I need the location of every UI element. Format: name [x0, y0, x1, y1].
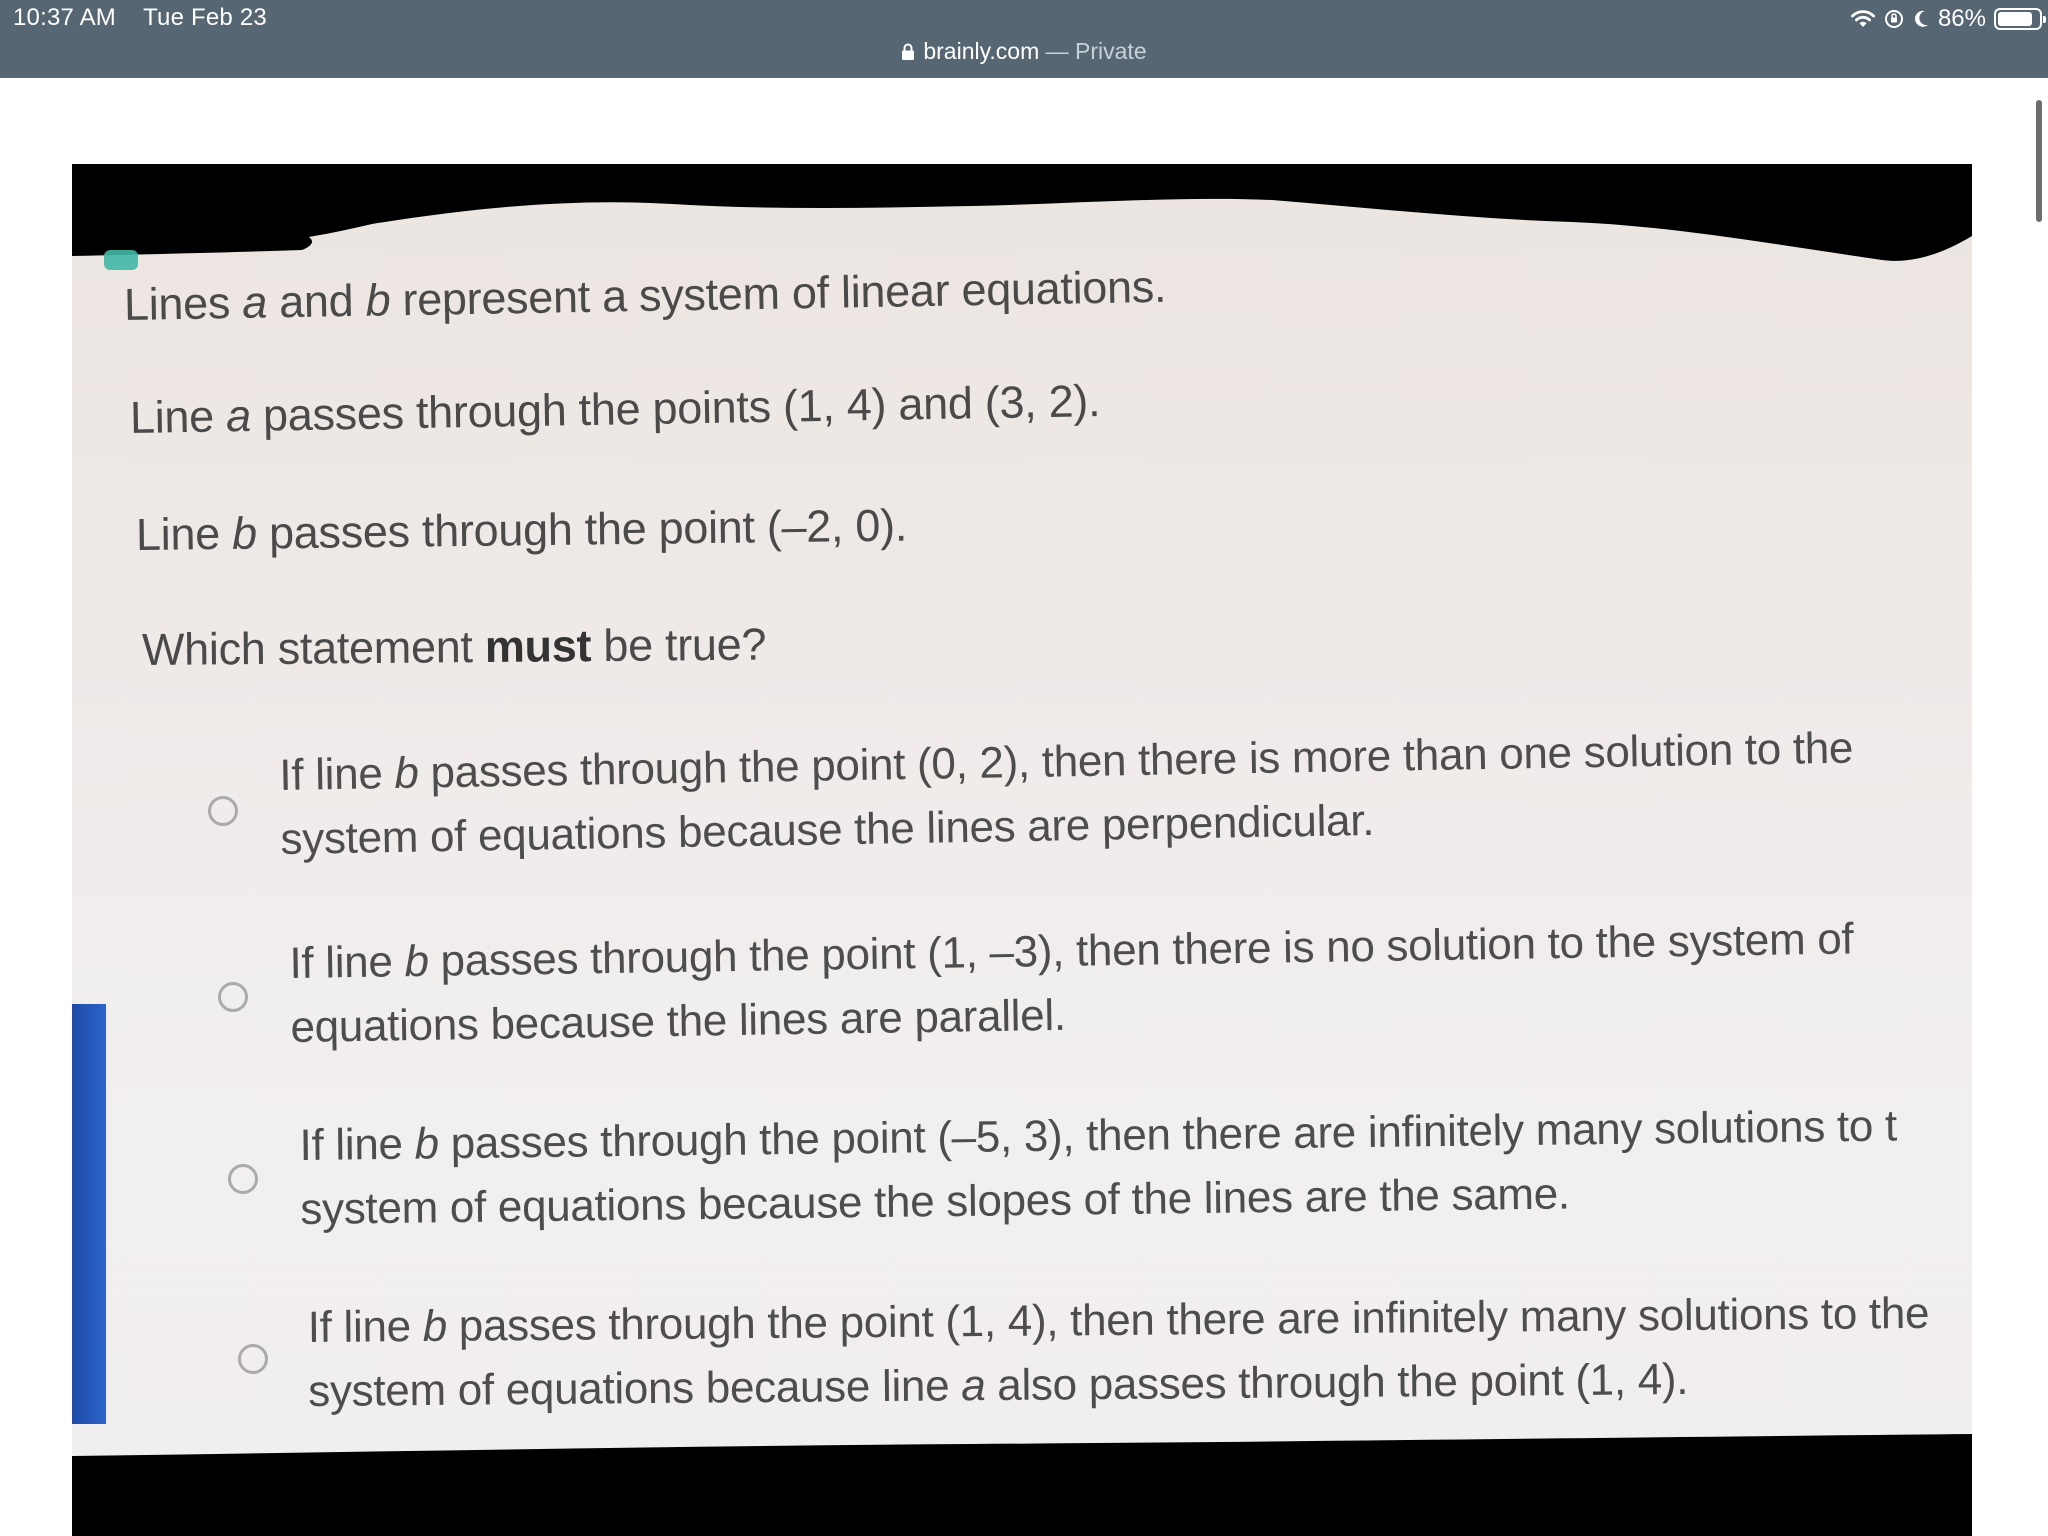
- lock-icon: [901, 43, 915, 61]
- question-intro: Lines a and b represent a system of linear equations.: [123, 260, 1167, 330]
- battery-percent: 86%: [1937, 5, 1986, 32]
- scroll-indicator[interactable]: [2036, 100, 2042, 222]
- option-text: If line b passes through the point (0, 2), then there is more than one solution to the system of equations because the lines are perpendicular.: [279, 723, 1854, 864]
- teal-mark: [104, 250, 138, 270]
- question-photo: [72, 164, 1972, 1536]
- variable-b: b: [365, 274, 391, 326]
- option-text: If line b passes through the point (1, 4), then there are infinitely many solutions to the system of equations because line a also passes through the point (1, 4).: [307, 1288, 1930, 1416]
- battery-icon: [1994, 8, 2042, 30]
- private-mode-label: Private: [1075, 38, 1147, 64]
- line-a-statement: Line a passes through the points (1, 4) and (3, 2).: [129, 375, 1101, 443]
- address-bar[interactable]: [0, 38, 2048, 65]
- radio-button[interactable]: [228, 1164, 258, 1194]
- emphasis-must: must: [484, 620, 592, 673]
- wifi-icon: [1850, 9, 1876, 29]
- moon-icon: [1912, 9, 1930, 29]
- browser-top-bar: [0, 0, 2048, 78]
- variable-a: a: [225, 389, 252, 442]
- status-icons: [1850, 4, 2042, 34]
- line-b-statement: Line b passes through the point (–2, 0).: [135, 499, 908, 560]
- monitor-edge: [72, 1004, 106, 1424]
- variable-a: a: [241, 276, 268, 328]
- redaction-top: [72, 164, 1972, 274]
- orientation-lock-icon: [1884, 9, 1904, 29]
- address-domain: brainly.com: [923, 38, 1040, 64]
- option-text: If line b passes through the point (–5, 3), then there are infinitely many solutions to t system of equations because the slopes of the lines are the same.: [299, 1101, 1898, 1234]
- option-text: If line b passes through the point (1, –3), then there is no solution to the system of equations because the lines are parallel.: [289, 914, 1854, 1052]
- variable-b: b: [231, 507, 258, 559]
- status-time-date: [13, 4, 267, 32]
- question-prompt: Which statement must be true?: [141, 618, 767, 675]
- battery-level: [1998, 12, 2032, 26]
- status-date: Tue Feb 23: [143, 4, 267, 31]
- status-time: 10:37 AM: [13, 4, 117, 31]
- redaction-bottom: [72, 1416, 1972, 1536]
- address-separator: —: [1039, 38, 1076, 64]
- radio-button[interactable]: [208, 796, 238, 826]
- radio-button[interactable]: [238, 1344, 268, 1374]
- radio-button[interactable]: [218, 982, 248, 1012]
